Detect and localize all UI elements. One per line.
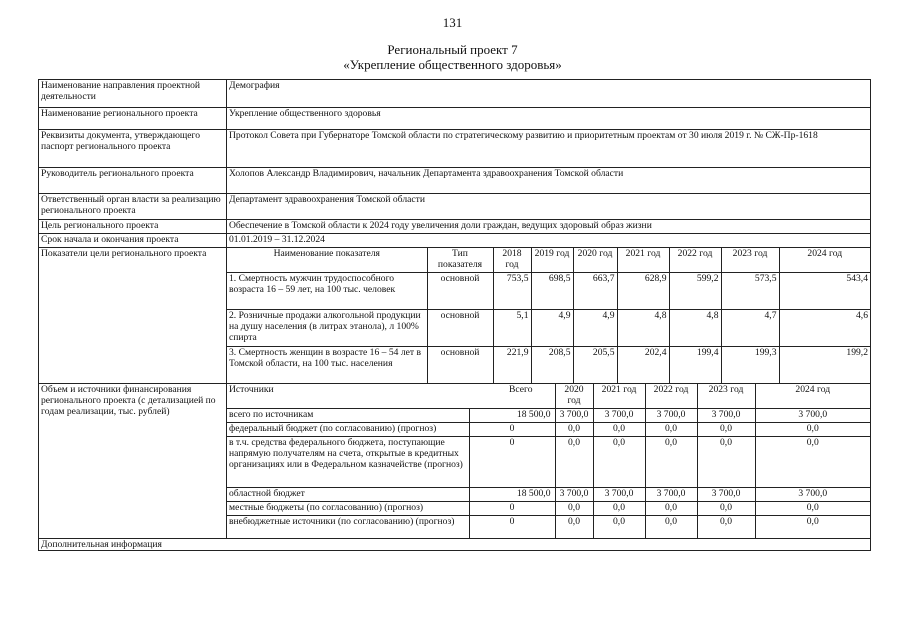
finance-value: 18 500,0 — [469, 409, 555, 423]
finance-source-row — [227, 516, 870, 539]
finance-value: 0,0 — [697, 502, 755, 516]
passport-label: Цель регионального проекта — [39, 220, 227, 234]
target-value: 543,4 — [779, 273, 870, 310]
finance-value: 0,0 — [645, 423, 697, 437]
target-type: основной — [427, 310, 493, 347]
title-line-2: «Укрепление общественного здоровья» — [343, 57, 562, 72]
finance-value: 0,0 — [755, 516, 870, 539]
finance-source-name: федеральный бюджет (по согласованию) (прогноз) — [227, 423, 469, 437]
passport-label: Наименование направления проектной деятельности — [39, 80, 227, 108]
finance-source-row — [227, 488, 870, 502]
target-value: 202,4 — [617, 347, 669, 384]
finance-header-row — [227, 384, 870, 409]
targets-header-cell: 2020 год — [573, 248, 617, 273]
passport-label: Реквизиты документа, утверждающего паспорт регионального проекта — [39, 130, 227, 168]
finance-source-row — [227, 502, 870, 516]
passport-row — [39, 108, 871, 130]
passport-value: Департамент здравоохранения Томской области — [227, 194, 871, 220]
finance-value: 3 700,0 — [645, 488, 697, 502]
targets-body — [227, 273, 870, 384]
passport-label: Срок начала и окончания проекта — [39, 234, 227, 248]
finance-value: 0,0 — [755, 423, 870, 437]
finance-value: 3 700,0 — [697, 488, 755, 502]
target-type: основной — [427, 273, 493, 310]
target-value: 205,5 — [573, 347, 617, 384]
finance-value: 0,0 — [593, 502, 645, 516]
target-value: 599,2 — [669, 273, 721, 310]
passport-value: Обеспечение в Томской области к 2024 году увеличения доли граждан, ведущих здоровый образ жизни — [227, 220, 871, 234]
target-value: 573,5 — [721, 273, 779, 310]
target-value: 753,5 — [493, 273, 531, 310]
targets-header-cell: 2021 год — [617, 248, 669, 273]
passport-row — [39, 234, 871, 248]
passport-label: Наименование регионального проекта — [39, 108, 227, 130]
passport-row — [39, 194, 871, 220]
finance-row — [39, 384, 871, 539]
finance-value: 3 700,0 — [697, 409, 755, 423]
page-number: 131 — [442, 15, 463, 30]
passport-value: Протокол Совета при Губернаторе Томской области по стратегическому развитию и приоритетным проектам от 30 июля 2019 г. № СЖ-Пр-1618 — [227, 130, 871, 168]
finance-table — [227, 384, 870, 538]
finance-value: 3 700,0 — [555, 409, 593, 423]
target-value: 663,7 — [573, 273, 617, 310]
finance-value: 3 700,0 — [593, 409, 645, 423]
target-value: 199,3 — [721, 347, 779, 384]
passport-value: Демография — [227, 80, 871, 108]
finance-value: 0,0 — [645, 502, 697, 516]
finance-value: 0,0 — [555, 502, 593, 516]
finance-header-cell: 2023 год — [697, 384, 755, 409]
target-value: 5,1 — [493, 310, 531, 347]
finance-value: 0,0 — [645, 516, 697, 539]
targets-header-cell: 2023 год — [721, 248, 779, 273]
targets-table — [227, 248, 870, 383]
finance-value: 0,0 — [555, 437, 593, 488]
target-value: 628,9 — [617, 273, 669, 310]
finance-value: 3 700,0 — [593, 488, 645, 502]
finance-source-name: местные бюджеты (по согласованию) (прогноз) — [227, 502, 469, 516]
target-row — [227, 310, 870, 347]
finance-body — [227, 409, 870, 539]
finance-source-name: областной бюджет — [227, 488, 469, 502]
target-name: 2. Розничные продажи алкогольной продукции на душу населения (в литрах этанола), л 100% спирта — [227, 310, 427, 347]
targets-header-cell: Тип показателя — [427, 248, 493, 273]
passport-row — [39, 80, 871, 108]
targets-header-cell: 2018 год — [493, 248, 531, 273]
title-line-1: Региональный проект 7 — [387, 42, 518, 57]
targets-header-cell: Наименование показателя — [273, 248, 380, 259]
finance-value: 0,0 — [697, 423, 755, 437]
finance-value: 0 — [469, 502, 555, 516]
finance-source-row — [227, 437, 870, 488]
finance-value: 0,0 — [593, 423, 645, 437]
passport-label: Руководитель регионального проекта — [39, 168, 227, 194]
additional-row — [39, 539, 871, 551]
target-value: 221,9 — [493, 347, 531, 384]
target-name: 1. Смертность мужчин трудоспособного возраста 16 – 59 лет, на 100 тыс. человек — [227, 273, 427, 310]
finance-value: 0 — [469, 423, 555, 437]
finance-header-cell: 2024 год — [755, 384, 870, 409]
finance-value: 0,0 — [697, 437, 755, 488]
targets-header-row — [227, 248, 870, 273]
target-row — [227, 347, 870, 384]
targets-row — [39, 248, 871, 384]
target-name: 3. Смертность женщин в возрасте 16 – 54 лет в Томской области, на 100 тыс. населения — [227, 347, 427, 384]
target-value: 4,7 — [721, 310, 779, 347]
target-value: 4,9 — [531, 310, 573, 347]
finance-value: 3 700,0 — [645, 409, 697, 423]
finance-value: 0,0 — [645, 437, 697, 488]
finance-value: 0 — [469, 516, 555, 539]
target-value: 199,4 — [669, 347, 721, 384]
target-value: 199,2 — [779, 347, 870, 384]
finance-source-row — [227, 409, 870, 423]
finance-value: 18 500,0 — [469, 488, 555, 502]
target-value: 208,5 — [531, 347, 573, 384]
finance-value: 0,0 — [755, 502, 870, 516]
target-value: 698,5 — [531, 273, 573, 310]
passport-row — [39, 220, 871, 234]
finance-value: 3 700,0 — [555, 488, 593, 502]
finance-value: 0,0 — [755, 437, 870, 488]
finance-value: 0 — [469, 437, 555, 488]
target-value: 4,8 — [669, 310, 721, 347]
target-value: 4,9 — [573, 310, 617, 347]
finance-header-cell: 2021 год — [593, 384, 645, 409]
document-title — [0, 42, 905, 72]
project-passport-table — [38, 79, 871, 551]
finance-source-name: всего по источникам — [227, 409, 469, 423]
finance-value: 3 700,0 — [755, 409, 870, 423]
finance-source-name: в т.ч. средства федерального бюджета, поступающие напрямую получателям на счета, открытые в кредитных организациях или в Федеральном казначействе (прогноз) — [227, 437, 469, 488]
finance-header-cell: Источники — [229, 384, 274, 395]
passport-value: Укрепление общественного здоровья — [227, 108, 871, 130]
passport-rows — [39, 80, 871, 248]
passport-value: 01.01.2019 – 31.12.2024 — [227, 234, 871, 248]
finance-header-cell: 2020 год — [555, 384, 593, 409]
finance-label: Объем и источники финансирования регионального проекта (с детализацией по годам реализации, тыс. рублей) — [39, 384, 227, 539]
target-value: 4,8 — [617, 310, 669, 347]
finance-header-cell: 2022 год — [645, 384, 697, 409]
finance-value: 0,0 — [555, 516, 593, 539]
finance-value: 0,0 — [593, 516, 645, 539]
passport-label: Ответственный орган власти за реализацию регионального проекта — [39, 194, 227, 220]
finance-source-name: внебюджетные источники (по согласованию) (прогноз) — [227, 516, 469, 539]
finance-value: 0,0 — [697, 516, 755, 539]
target-type: основной — [427, 347, 493, 384]
additional-label: Дополнительная информация — [39, 539, 871, 551]
finance-value: 0,0 — [593, 437, 645, 488]
finance-header-cell: Всего — [508, 384, 533, 395]
finance-value: 0,0 — [555, 423, 593, 437]
target-value: 4,6 — [779, 310, 870, 347]
finance-value: 3 700,0 — [755, 488, 870, 502]
passport-row — [39, 130, 871, 168]
targets-label: Показатели цели регионального проекта — [39, 248, 227, 384]
finance-source-row — [227, 423, 870, 437]
target-row — [227, 273, 870, 310]
passport-row — [39, 168, 871, 194]
targets-header-cell: 2024 год — [779, 248, 870, 273]
targets-header-cell: 2022 год — [669, 248, 721, 273]
passport-value: Холопов Александр Владимирович, начальник Департамента здравоохранения Томской области — [227, 168, 871, 194]
targets-header-cell: 2019 год — [531, 248, 573, 273]
